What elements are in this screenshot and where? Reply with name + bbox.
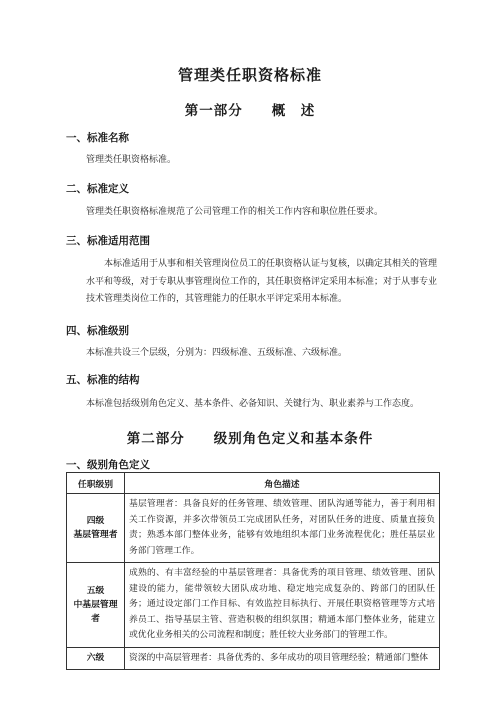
level-number: 四级 bbox=[86, 516, 105, 526]
document-title: 管理类任职资格标准 bbox=[177, 66, 322, 84]
section-heading-levels: 四、标准级别 bbox=[66, 325, 129, 337]
section-text-name: 管理类任职资格标准。 bbox=[86, 155, 177, 165]
section-heading-structure: 五、标准的结构 bbox=[66, 374, 140, 386]
section-heading-scope: 三、标准适用范围 bbox=[66, 235, 150, 247]
table-row bbox=[67, 647, 440, 670]
level-cell bbox=[67, 647, 125, 670]
table-header-row bbox=[67, 473, 440, 494]
level-cell bbox=[67, 563, 125, 648]
part-two-heading: 第二部分 级别角色定义和基本条件 bbox=[126, 431, 374, 447]
role-definition-table bbox=[66, 472, 440, 670]
section-text-definition: 管理类任职资格标准规范了公司管理工作的相关工作内容和职位胜任要求。 bbox=[86, 207, 384, 217]
level-name: 基层管理者 bbox=[73, 530, 118, 540]
section-heading-definition: 二、标准定义 bbox=[66, 183, 129, 195]
role-description: 资深的中高层管理者：具备优秀的、多年成功的项目管理经验；精通部门整体 bbox=[125, 647, 440, 670]
header-level: 任职级别 bbox=[67, 473, 125, 494]
role-description: 基层管理者：具备良好的任务管理、绩效管理、团队沟通等能力，善于利用相关工作资源，并多次带领员工完成团队任务，对团队任务的进度、质量直接负责；熟悉本部门整体业务，能够有效地组织本部门业务流程优化；胜任基层业务部门管理工作。 bbox=[125, 494, 440, 563]
level-cell bbox=[67, 494, 125, 563]
role-description: 成熟的、有丰富经验的中基层管理者：具备优秀的项目管理、绩效管理、团队建设的能力，能带领较大团队成功地、稳定地完成复杂的、跨部门的团队任务；通过设定部门工作目标、有效监控目标执行、开展任职资格管理等方式培养员工、指导基层主管、营造积极的组织氛围；精通本部门整体业务，能建立或优化业务相关的公司流程和制度；胜任较大业务部门的管理工作。 bbox=[125, 563, 440, 648]
level-number: 六级 bbox=[86, 653, 105, 664]
part-one-heading: 第一部分 概 述 bbox=[184, 103, 316, 119]
section-heading-name: 一、标准名称 bbox=[66, 132, 129, 144]
section-text-scope: 本标准适用于从事和相关管理岗位员工的任职资格认证与复核，以确定其相关的管理水平和等级，对于专职从事管理岗位工作的，其任职资格评定采用本标准；对于从事专业技术管理类岗位工作的，其管理能力的任职水平评定采用本标准。 bbox=[86, 259, 438, 304]
table-row bbox=[67, 494, 440, 563]
section-text-levels: 本标准共设三个层级，分别为：四级标准、五级标准、六级标准。 bbox=[86, 348, 348, 358]
sub-heading-role-definition: 一、级别角色定义 bbox=[66, 459, 150, 471]
table-row bbox=[67, 563, 440, 648]
header-description: 角色描述 bbox=[125, 473, 440, 494]
level-name: 中基层管理者 bbox=[73, 599, 118, 624]
level-number: 五级 bbox=[86, 585, 105, 596]
section-text-structure: 本标准包括级别角色定义、基本条件、必备知识、关键行为、职业素养与工作态度。 bbox=[86, 399, 420, 409]
